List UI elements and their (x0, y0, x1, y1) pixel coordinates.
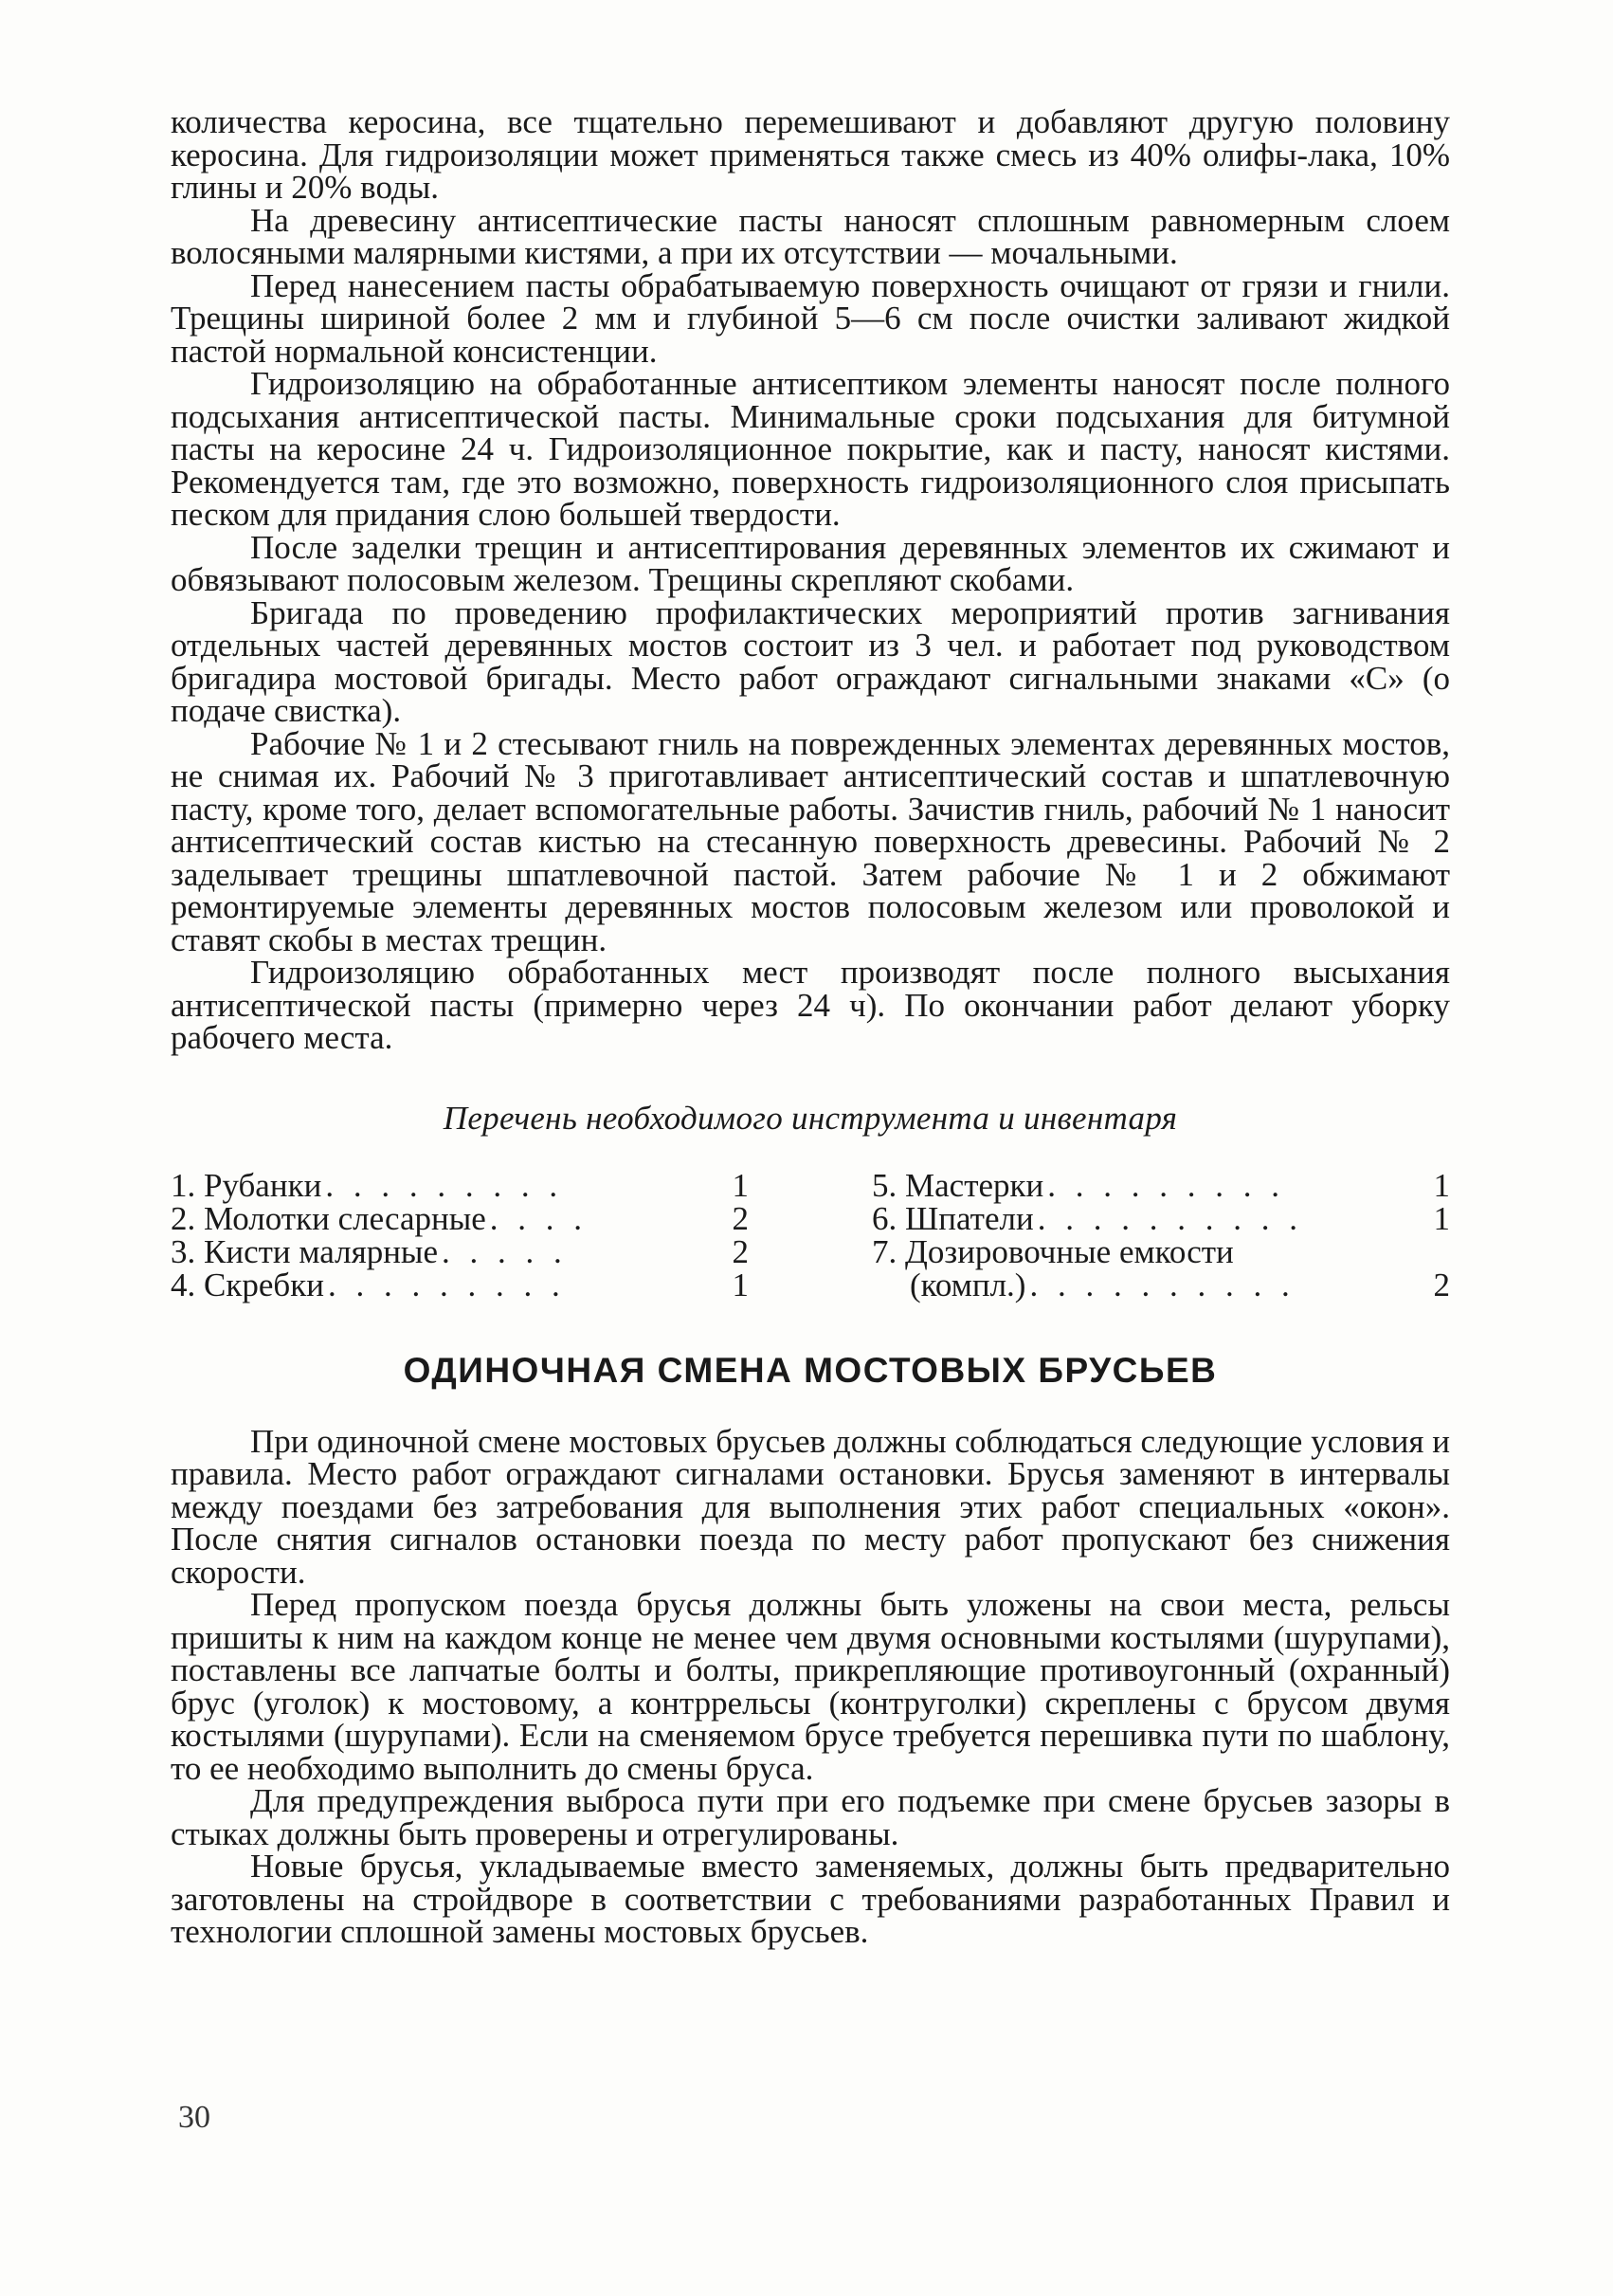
tool-leader-dots: . . . . . . . . . (327, 1268, 566, 1302)
tool-item (171, 1169, 749, 1202)
tool-quantity: 1 (732, 1266, 749, 1303)
tool-leader-dots: . . . . . . . . . . (1029, 1268, 1296, 1302)
tool-leader-dots: . . . . . (441, 1235, 568, 1268)
tool-quantity: 2 (732, 1233, 749, 1270)
tool-quantity: 1 (1433, 1167, 1450, 1204)
paragraph: Перед нанесением пасты обрабатываемую поверхность очищают от грязи и гнили. Трещины шириной более 2 мм и глубиной 5—6 см после очистки заливают жидкой пастой нормальной консистенции. (171, 266, 1450, 370)
tool-item (171, 1235, 749, 1268)
paragraph: количества керосина, все тщательно перемешивают и добавляют другую половину керосина. Для гидроизоляции может применяться также смесь из 40% олифы-лака, 10% глины и 20% воды. (171, 103, 1450, 206)
paragraph: Рабочие № 1 и 2 стесывают гниль на поврежденных элементах деревянных мостов, не снимая их. Рабочий № 3 приготавливает антисептический состав и шпатлевочную пасту, кроме того, делает вспомогательные работы. Зачистив гниль, рабочий № 1 наносит антисептический состав кистью на стесанную поверхность древесины. Рабочий № 2 заделывает трещины шпатлевочной пастой. Затем рабочие № 1 и 2 обжимают ремонтируемые элементы деревянных мостов полосовым железом или проволокой и ставят скобы в местах трещин. (171, 724, 1450, 958)
tool-leader-dots: . . . . . . . . . (1047, 1169, 1286, 1202)
tool-name: 6. Шпатели (872, 1200, 1034, 1237)
tool-item (171, 1268, 749, 1302)
paragraph: При одиночной смене мостовых брусьев должны соблюдаться следующие условия и правила. Место работ ограждают сигналами остановки. Брусья заменяют в интервалы между поездами без затребования для выполнения этих работ специальных «окон». После снятия сигналов остановки поезда по месту работ пропускают без снижения скорости. (171, 1422, 1450, 1591)
tool-name: (компл.) (910, 1266, 1026, 1303)
paragraph: Бригада по проведению профилактических мероприятий против загнивания отдельных частей деревянных мостов состоит из 3 чел. и работает под руководством бригадира мостовой бригады. Место работ ограждают сигнальными знаками «С» (о подаче свистка). (171, 593, 1450, 729)
paragraph: Новые брусья, укладываемые вместо заменяемых, должны быть предварительно заготовлены на стройдворе в соответствии с требованиями разработанных Правил и технологии сплошной замены мостовых брусьев. (171, 1848, 1450, 1950)
tool-quantity: 1 (732, 1167, 749, 1204)
paragraph: Гидроизоляцию обработанных мест производят после полного высыхания антисептической пасты (примерно через 24 ч). По окончании работ делают уборку рабочего места. (171, 954, 1450, 1056)
tool-name: 1. Рубанки (171, 1167, 322, 1204)
paragraph: Перед пропуском поезда брусья должны быть уложены на свои места, рельсы пришиты к ним на каждом конце не менее чем двумя основными костылями (шурупами), поставлены все лапчатые болты и болты, прикрепляющие противоугонный (охранный) брус (уголок) к мостовому, а контррельсы (контруголки) скреплены с брусом двумя костылями (шурупами). Если на сменяемом брусе требуется перешивка пути по шаблону, то ее необходимо выполнить до смены бруса. (171, 1586, 1450, 1787)
tool-leader-dots: . . . . (489, 1202, 589, 1235)
tool-quantity: 2 (732, 1200, 749, 1237)
page-content (171, 103, 1450, 1950)
page-number: 30 (178, 2100, 210, 2135)
section-heading: ОДИНОЧНАЯ СМЕНА МОСТОВЫХ БРУСЬЕВ (403, 1351, 1218, 1390)
paragraph: Гидроизоляцию на обработанные антисептиком элементы наносят после полного подсыхания антисептической пасты. Минимальные сроки подсыхания для битумной пасты на керосине 24 ч. Гидроизоляционное покрытие, как и пасту, наносят кистями. Рекомендуется там, где это возможно, поверхность гидроизоляционного слоя присыпать песком для придания слою большей твердости. (171, 365, 1450, 533)
paragraph: После заделки трещин и антисептирования деревянных элементов их сжимают и обвязывают полосовым железом. Трещины скрепляют скобами. (171, 528, 1450, 598)
tool-item (872, 1169, 1450, 1202)
tools-list (171, 1169, 1450, 1302)
tools-column-left (171, 1169, 749, 1302)
paragraph: На древесину антисептические пасты наносят сплошным равномерным слоем волосяными малярными кистями, а при их отсутствии — мочальными. (171, 201, 1450, 271)
tool-name: 2. Молотки слесарные (171, 1200, 486, 1237)
tool-name: 4. Скребки (171, 1266, 324, 1303)
tool-leader-dots: . . . . . . . . . (325, 1169, 564, 1202)
tools-column-right (872, 1169, 1450, 1302)
tool-leader-dots: . . . . . . . . . . (1037, 1202, 1303, 1235)
tool-name: 7. Дозировочные емкости (872, 1233, 1234, 1270)
tool-item (872, 1202, 1450, 1235)
tool-item (171, 1202, 749, 1235)
paragraph: Для предупреждения выброса пути при его подъемке при смене брусьев зазоры в стыках должны быть проверены и отрегулированы. (171, 1782, 1450, 1852)
tool-name: 3. Кисти малярные (171, 1233, 438, 1270)
tool-item (872, 1268, 1450, 1302)
tools-heading: Перечень необходимого инструмента и инвентаря (443, 1099, 1178, 1137)
tool-quantity: 1 (1433, 1200, 1450, 1237)
tool-name: 5. Мастерки (872, 1167, 1044, 1204)
tool-quantity: 2 (1433, 1266, 1450, 1303)
tool-item (872, 1235, 1450, 1268)
